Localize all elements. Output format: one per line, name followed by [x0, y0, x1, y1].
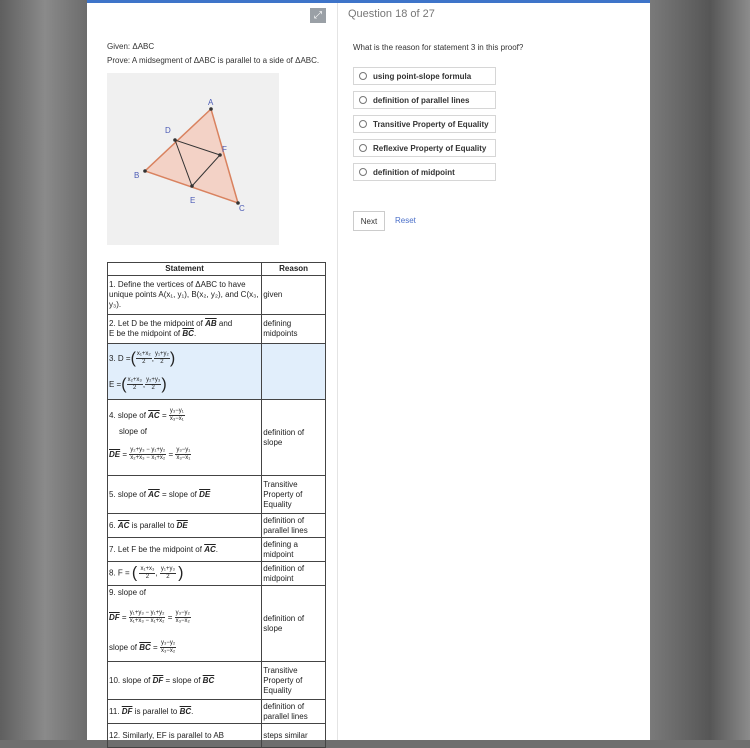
statement-2: 2. Let D be the midpoint of $\overline{AB}$ and E be the midpoint of $\overline{BC}$.	[108, 315, 262, 344]
statement-10: 10. slope of $\overline{DF}$ = slope of $\overline{BC}$	[108, 662, 262, 700]
reason-6: definition of parallel lines	[262, 514, 326, 538]
label-b: B	[134, 171, 140, 180]
column-divider	[337, 3, 338, 740]
reason-4: definition of slope	[262, 400, 326, 476]
reason-5: Transitive Property of Equality	[262, 476, 326, 514]
given-text: Given: ΔABC	[107, 42, 155, 51]
point-d	[173, 138, 177, 142]
next-button[interactable]: Next	[353, 211, 385, 231]
screen-backdrop-right	[650, 0, 750, 740]
option-midpoint[interactable]	[353, 163, 496, 181]
label-d: D	[165, 126, 171, 135]
reason-9: definition of slope	[262, 586, 326, 662]
question-text: What is the reason for statement 3 in this proof?	[353, 43, 524, 52]
radio-icon[interactable]	[359, 168, 367, 176]
vertex-a	[209, 107, 213, 111]
radio-icon[interactable]	[359, 120, 367, 128]
statement-12: 12. Similarly, EF is parallel to AB	[108, 724, 262, 748]
question-counter: Question 18 of 27	[348, 8, 435, 20]
label-f: F	[222, 145, 227, 154]
label-c: C	[239, 204, 245, 213]
statement-3: 3. D = ( $\frac{\text{x₁+x₂}}{2}$ , $\frac{\text{y₁+y₂}}{2}$ ) E = ( $\frac{\text{x₂+x₃}}{2}$ , $\frac{\text{y₂+y₃}}{2}$ )	[108, 344, 262, 400]
option-label: Reflexive Property of Equality	[373, 143, 487, 153]
reason-1: given	[262, 276, 326, 315]
radio-icon[interactable]	[359, 96, 367, 104]
label-e: E	[190, 196, 196, 205]
radio-icon[interactable]	[359, 72, 367, 80]
option-reflexive[interactable]	[353, 139, 496, 157]
option-transitive[interactable]	[353, 115, 496, 133]
reason-3	[262, 344, 326, 400]
statement-6: 6. $\overline{AC}$ is parallel to $\overline{DE}$	[108, 514, 262, 538]
option-point-slope[interactable]	[353, 67, 496, 85]
statement-11: 11. $\overline{DF}$ is parallel to $\overline{BC}$.	[108, 700, 262, 724]
top-accent-bar	[87, 0, 650, 3]
option-label: definition of parallel lines	[373, 95, 470, 105]
option-label: definition of midpoint	[373, 167, 455, 177]
question-page	[87, 0, 650, 740]
proof-table	[107, 262, 326, 748]
answer-options	[353, 67, 496, 187]
radio-icon[interactable]	[359, 144, 367, 152]
reason-12: steps similar	[262, 724, 326, 748]
point-e	[190, 184, 194, 188]
option-label: using point-slope formula	[373, 71, 472, 81]
statement-8: 8. F = ( $\frac{\text{x₁+x₃}}{2}$ , $\frac{\text{y₁+y₃}}{2}$ )	[108, 562, 262, 586]
expand-icon[interactable]: ⤢	[310, 8, 326, 23]
statement-7: 7. Let F be the midpoint of $\overline{AC}$.	[108, 538, 262, 562]
header-reason: Reason	[262, 263, 326, 276]
reason-8: definition of midpoint	[262, 562, 326, 586]
triangle-figure	[107, 73, 279, 245]
vertex-b	[143, 169, 147, 173]
option-label: Transitive Property of Equality	[373, 119, 489, 129]
statement-9: 9. slope of $\overline{DF}$ = $\frac{\text{y₁+y₃ − y₁+y₂}}{\text{x₁+x₃ − x₁+x₂}}$ = $\frac{\text{y₃−y₂}}{\text{x₃−x₂}}$ slope of $\overline{BC}$ = $\frac{\text{y₃−y₂}}{\text{x₃−x₂}}$	[108, 586, 262, 662]
option-parallel-lines[interactable]	[353, 91, 496, 109]
reason-7: defining a midpoint	[262, 538, 326, 562]
reason-2: defining midpoints	[262, 315, 326, 344]
statement-4: 4. slope of $\overline{AC}$ = $\frac{\text{y₃−y₁}}{\text{x₃−x₁}}$ slope of $\overline{DE}$ = $\frac{\text{y₂+y₃ − y₁+y₂}}{\text{x₂+x₃ − x₁+x₂}}$ = $\frac{\text{y₃−y₁}}{\text{x₃−x₁}}$	[108, 400, 262, 476]
statement-5: 5. slope of $\overline{AC}$ = slope of $\overline{DE}$	[108, 476, 262, 514]
statement-1: 1. Define the vertices of ΔABC to have unique points A(x₁, y₁), B(x₂, y₂), and C(x₃, y₃).	[108, 276, 262, 315]
reason-10: Transitive Property of Equality	[262, 662, 326, 700]
label-a: A	[208, 98, 214, 107]
header-statement: Statement	[108, 263, 262, 276]
reset-link[interactable]: Reset	[395, 216, 416, 225]
prove-text: Prove: A midsegment of ΔABC is parallel to a side of ΔABC.	[107, 56, 320, 65]
reason-11: definition of parallel lines	[262, 700, 326, 724]
